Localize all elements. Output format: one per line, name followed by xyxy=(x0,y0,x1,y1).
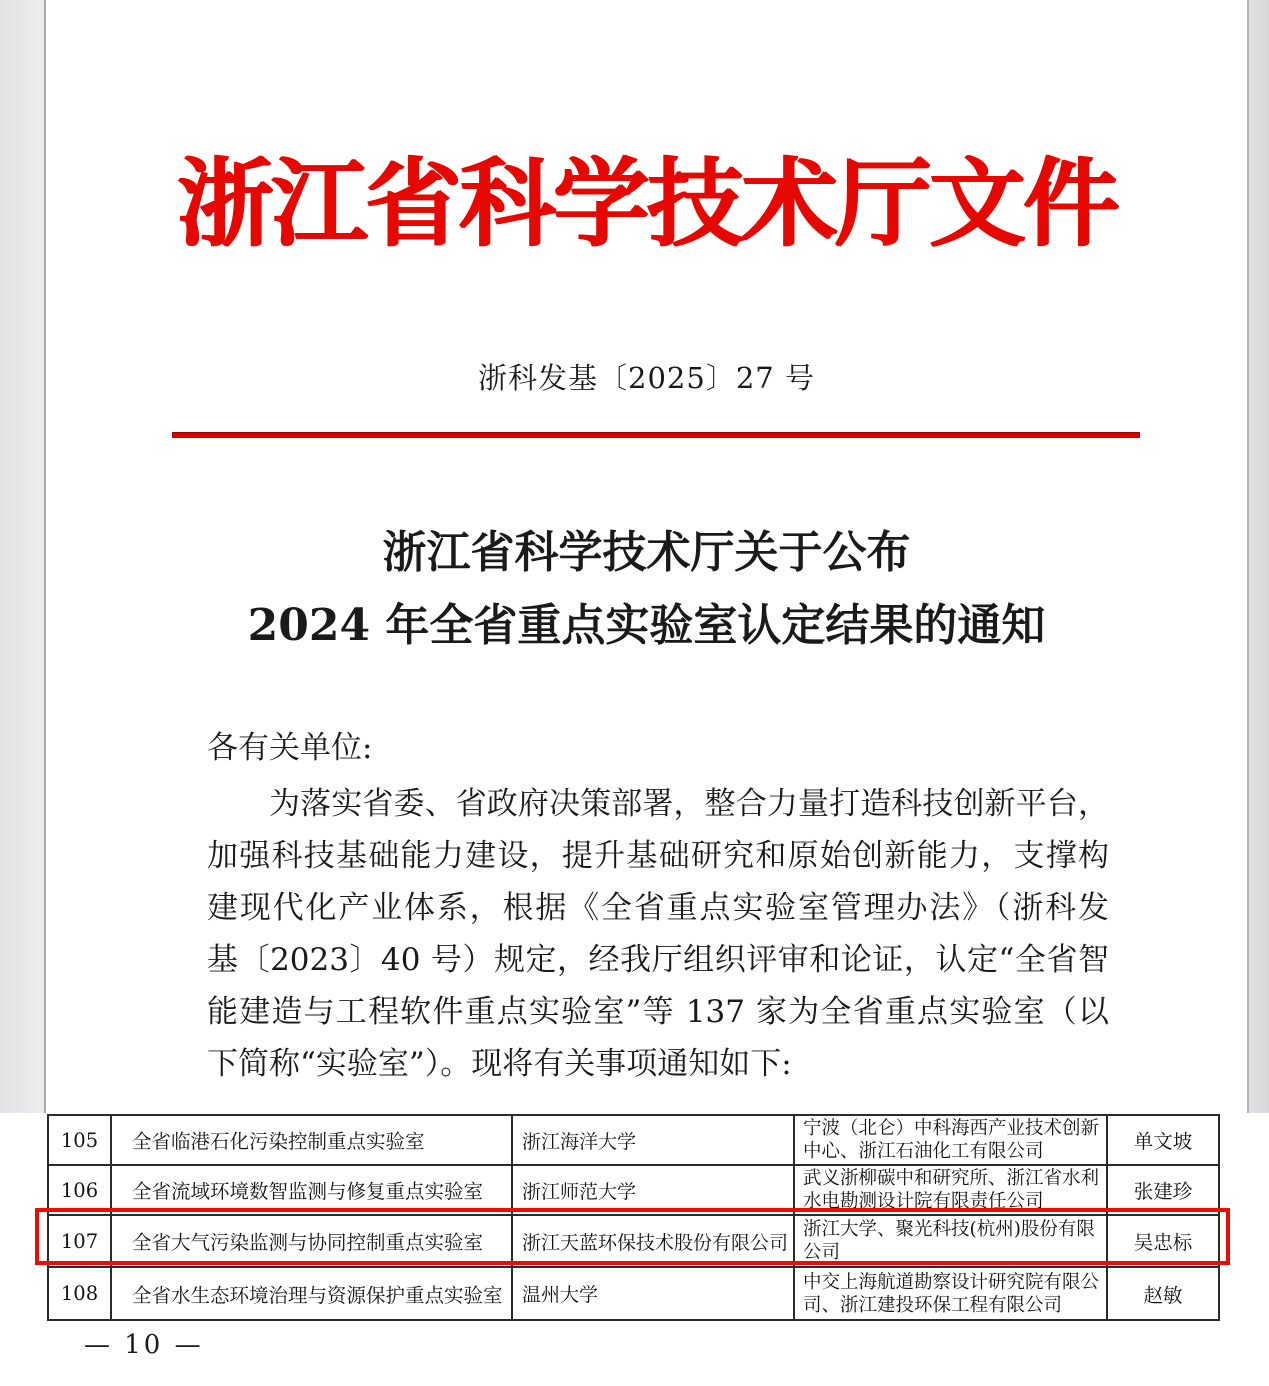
document-page xyxy=(44,0,1249,1114)
lab-name-cell: 全省流域环境数智监测与修复重点实验室 xyxy=(111,1165,512,1215)
page-number: — 10 — xyxy=(84,1330,204,1360)
host-unit-cell: 温州大学 xyxy=(512,1267,794,1320)
table-row xyxy=(48,1267,1219,1320)
partner-units-cell: 中交上海航道勘察设计研究院有限公司、浙江建投环保工程有限公司 xyxy=(794,1267,1107,1320)
lab-name-cell: 全省临港石化污染控制重点实验室 xyxy=(111,1115,512,1165)
partner-units-cell: 武义浙柳碳中和研究所、浙江省水利水电勘测设计院有限责任公司 xyxy=(794,1165,1107,1215)
partner-units-cell: 宁波（北仑）中科海西产业技术创新中心、浙江石油化工有限公司 xyxy=(794,1115,1107,1165)
document-number: 浙科发基〔2025〕27 号 xyxy=(478,361,815,395)
host-unit-cell: 浙江师范大学 xyxy=(512,1165,794,1215)
host-unit-cell: 浙江天蓝环保技术股份有限公司 xyxy=(512,1215,794,1267)
body-line: 下简称“实验室”）。现将有关事项通知如下: xyxy=(207,1046,792,1082)
director-cell: 张建珍 xyxy=(1107,1165,1219,1215)
body-line: 基〔2023〕40 号）规定，经我厅组织评审和论证，认定“全省智 xyxy=(207,942,1109,978)
lab-name-cell: 全省水生态环境治理与资源保护重点实验室 xyxy=(111,1267,512,1320)
salutation: 各有关单位: xyxy=(207,730,373,766)
body-line: 建现代化产业体系，根据《全省重点实验室管理办法》（浙科发 xyxy=(207,890,1109,926)
table-row-highlighted xyxy=(48,1215,1219,1267)
row-number-cell: 106 xyxy=(48,1165,111,1215)
body-line: 为落实省委、省政府决策部署，整合力量打造科技创新平台， xyxy=(269,786,1109,822)
row-number-cell: 107 xyxy=(48,1215,111,1267)
director-cell: 单文坡 xyxy=(1107,1115,1219,1165)
letterhead-title: 浙江省科学技术厅文件 xyxy=(176,147,1117,260)
body-line: 加强科技基础能力建设，提升基础研究和原始创新能力，支撑构 xyxy=(207,838,1109,874)
letterhead-rule xyxy=(172,432,1140,438)
director-cell: 吴忠标 xyxy=(1107,1215,1219,1267)
table-row xyxy=(48,1165,1219,1215)
lab-name-cell: 全省大气污染监测与协同控制重点实验室 xyxy=(111,1215,512,1267)
body-paragraph xyxy=(207,778,1109,1090)
table-row xyxy=(48,1115,1219,1165)
key-lab-results-table xyxy=(47,1114,1220,1321)
notice-title-line1: 浙江省科学技术厅关于公布 xyxy=(382,527,911,578)
notice-title-line2: 2024 年全省重点实验室认定结果的通知 xyxy=(247,600,1046,651)
row-number-cell: 105 xyxy=(48,1115,111,1165)
host-unit-cell: 浙江海洋大学 xyxy=(512,1115,794,1165)
partner-units-cell: 浙江大学、聚光科技(杭州)股份有限公司 xyxy=(794,1215,1107,1267)
director-cell: 赵敏 xyxy=(1107,1267,1219,1320)
body-line: 能建造与工程软件重点实验室”等 137 家为全省重点实验室（以 xyxy=(207,994,1109,1030)
row-number-cell: 108 xyxy=(48,1267,111,1320)
